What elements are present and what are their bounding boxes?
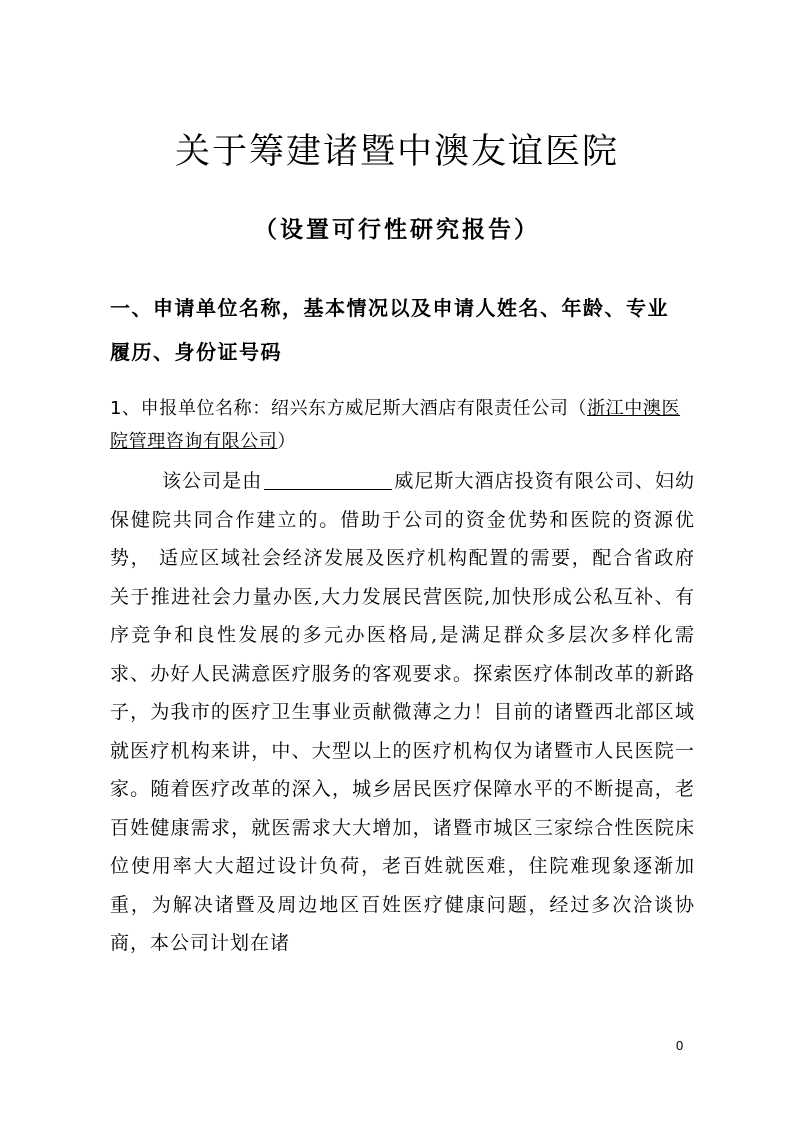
- document-subtitle: （设置可行性研究报告）: [254, 216, 540, 243]
- item1-prefix: 1、申报单位名称：绍兴东方威尼斯大酒店有限责任公司（: [110, 398, 588, 419]
- section-heading: 一、申请单位名称，基本情况以及申请人姓名、年龄、专业履历、身份证号码: [110, 296, 669, 364]
- body-rest: 威尼斯大酒店投资有限公司、妇幼保健院共同合作建立的。借助于公司的资金优势和医院的资源优势， 适应区域社会经济发展及医疗机构配置的需要，配合省政府关于推进社会力量办医,大力发展民营医院,加快形成公私互补、有序竞争和良性发展的多元办医格局,是满足群众多层次多样化需求、办好人民满意医疗服务的客观要求。探索医疗体制改革的新路子，为我市的医疗卫生事业贡献微薄之力！目前的诸暨西北部区域就医疗机构来讲，中、大型以上的医疗机构仅为诸暨市人民医院一家。随着医疗改革的深入，城乡居民医疗保障水平的不断提高，老百姓健康需求，就医需求大大增加，诸暨市城区三家综合性医院床位使用率大大超过设计负荷，老百姓就医难，住院难现象逐渐加重，为解决诸暨及周边地区百姓医疗健康问题，经过多次洽谈协商，本公司计划在诸: [110, 470, 695, 954]
- body-paragraph: [110, 462, 695, 963]
- item1-suffix: ）: [277, 431, 297, 452]
- fill-in-blank: [264, 469, 392, 490]
- page-number: 0: [676, 1038, 684, 1053]
- body-start: 该公司是由: [162, 470, 263, 492]
- document-title: 关于筹建诸暨中澳友谊医院: [174, 132, 619, 172]
- applicant-name-item: [110, 392, 695, 458]
- item1-underlined-company: 浙江中澳医院管理咨询有限公司: [110, 398, 681, 452]
